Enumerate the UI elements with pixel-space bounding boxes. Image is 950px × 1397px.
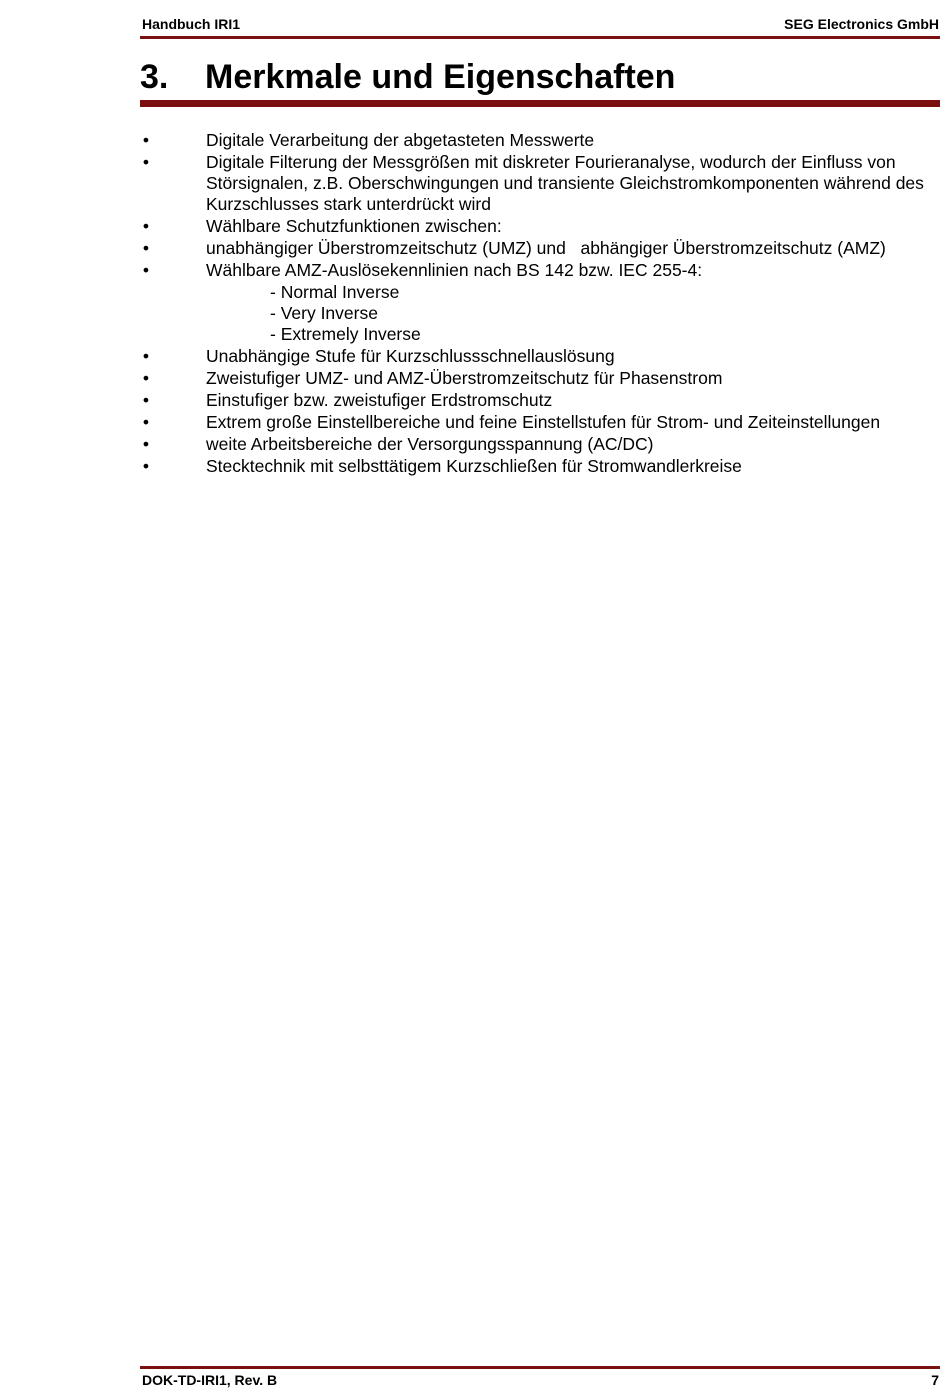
list-item-text: Wählbare Schutzfunktionen zwischen: (206, 216, 502, 236)
list-item (140, 434, 940, 455)
list-item-text: Extrem große Einstellbereiche und feine Einstellstufen für Strom- und Zeiteinstellungen (206, 412, 881, 432)
bullet-icon: • (142, 368, 150, 388)
header-company: SEG Electronics GmbH (784, 16, 939, 32)
list-item (140, 130, 940, 151)
bullet-icon: • (142, 238, 150, 258)
list-item-text: Einstufiger bzw. zweistufiger Erdstromschutz (206, 390, 553, 410)
list-item (140, 368, 940, 389)
list-item-text: Zweistufiger UMZ- und AMZ-Überstromzeitschutz für Phasenstrom (206, 368, 723, 388)
feature-list (140, 130, 940, 478)
list-item-text: Digitale Filterung der Messgrößen mit diskreter Fourieranalyse, wodurch der Einfluss von Störsignalen, z.B. Oberschwingungen und transiente Gleichstromkomponenten während des Kurzschlusses stark unterdrückt wird (206, 152, 924, 214)
header-manual-title: Handbuch IRI1 (142, 16, 241, 32)
list-item-text: Stecktechnik mit selbsttätigem Kurzschließen für Stromwandlerkreise (206, 456, 742, 476)
curve-option: - Normal Inverse (270, 282, 400, 302)
curve-option: - Extremely Inverse (270, 324, 421, 344)
bullet-icon: • (142, 412, 150, 432)
list-item-text: weite Arbeitsbereiche der Versorgungsspannung (AC/DC) (206, 434, 654, 454)
bullet-icon: • (142, 456, 150, 476)
list-item (140, 152, 940, 215)
page-header (142, 16, 939, 36)
bullet-icon: • (142, 152, 150, 172)
list-item-text: unabhängiger Überstromzeitschutz (UMZ) und abhängiger Überstromzeitschutz (AMZ) (206, 238, 886, 258)
bullet-icon: • (142, 130, 150, 150)
section-title: Merkmale und Eigenschaften (205, 58, 676, 96)
section-number: 3. (140, 58, 169, 96)
list-item (140, 238, 940, 259)
list-item-text: Wählbare AMZ-Auslösekennlinien nach BS 142 bzw. IEC 255-4: (206, 260, 703, 280)
bullet-icon: • (142, 434, 150, 454)
list-item (140, 412, 940, 433)
list-item-text: Digitale Verarbeitung der abgetasteten Messwerte (206, 130, 595, 150)
bullet-icon: • (142, 390, 150, 410)
section-heading (140, 58, 940, 104)
bullet-icon: • (142, 346, 150, 366)
curve-option: - Very Inverse (270, 303, 378, 323)
page-footer (142, 1372, 939, 1392)
list-item (140, 456, 940, 477)
list-item (140, 346, 940, 367)
footer-rule (140, 1366, 940, 1369)
page-number: 7 (931, 1372, 939, 1388)
bullet-icon: • (142, 260, 150, 280)
list-item (140, 216, 940, 237)
list-item (140, 390, 940, 411)
list-item (140, 260, 940, 281)
bullet-icon: • (142, 216, 150, 236)
list-item-text: Unabhängige Stufe für Kurzschlussschnellauslösung (206, 346, 615, 366)
header-rule (140, 36, 940, 39)
document-id: DOK-TD-IRI1, Rev. B (142, 1372, 278, 1388)
title-rule (140, 100, 940, 107)
